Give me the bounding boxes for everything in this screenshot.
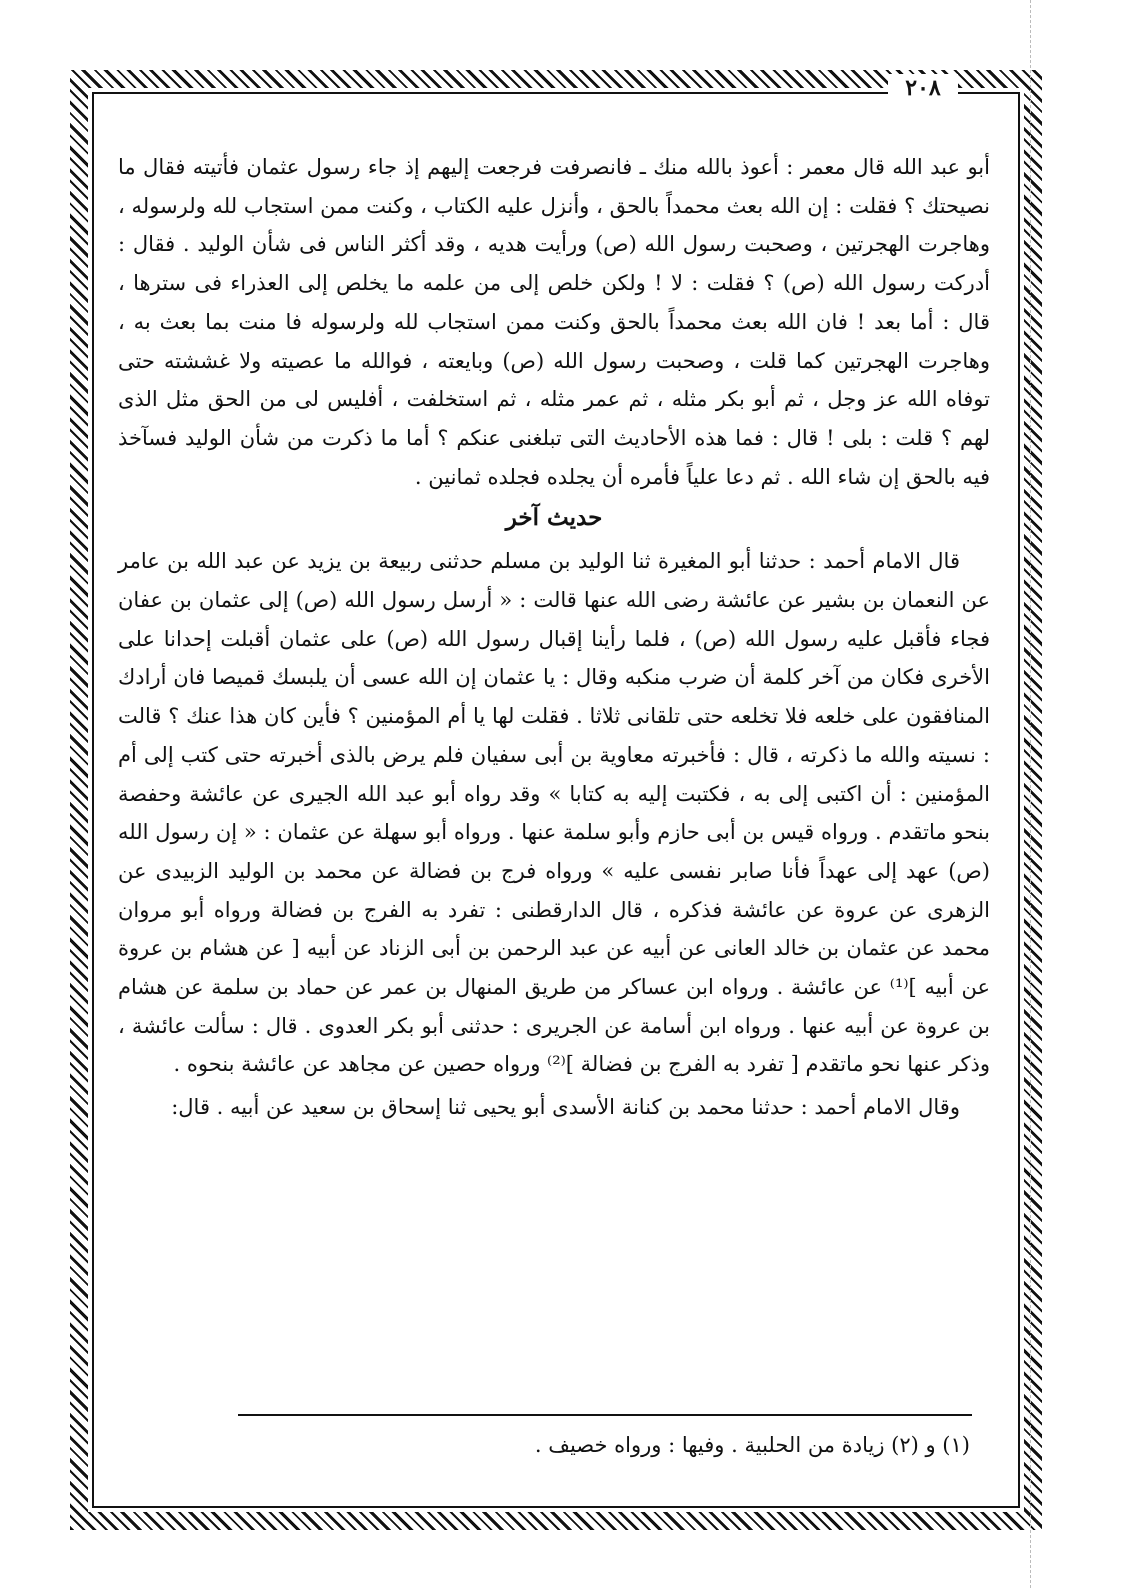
scan-edge-line bbox=[1030, 0, 1031, 1588]
paragraph-3: وقال الامام أحمد : حدثنا محمد بن كنانة الأسدى أبو يحيى ثنا إسحاق بن سعيد عن أبيه . قال: bbox=[171, 1095, 960, 1120]
footnote-divider bbox=[238, 1414, 972, 1416]
paragraph-1: أبو عبد الله قال معمر : أعوذ بالله منك ـ فانصرفت فرجعت إليهم إذ جاء رسول عثمان فأتيته فقال ما نصيحتك ؟ فقلت : إن الله بعث محمداً بالحق ، وأنزل عليه الكتاب ، وكنت ممن استجاب لله ولرسوله ، وهاجرت الهجرتين ، وصحبت رسول الله (ص) ورأيت هديه ، وقد أكثر الناس فى شأن الوليد . فقال : أدركت رسول الله (ص) ؟ فقلت : لا ! ولكن خلص إلى من علمه ما يخلص إلى العذراء فى سترها ، قال : أما بعد ! فان الله بعث محمداً بالحق وكنت ممن استجاب لله ولرسوله فا منت بما بعث به ، وهاجرت الهجرتين كما قلت ، وصحبت رسول الله (ص) وبايعته ، فوالله ما عصيته ولا غششته حتى توفاه الله عز وجل ، ثم أبو بكر مثله ، ثم عمر مثله ، ثم استخلفت ، أفليس لى من الحق مثل الذى لهم ؟ قلت : بلى ! قال : فما هذه الأحاديث التى تبلغنى عنكم ؟ أما ما ذكرت من شأن الوليد فسآخذ فيه بالحق إن شاء الله . ثم دعا علياً فأمره أن يجلده فجلده ثمانين . bbox=[118, 155, 990, 489]
footnote: (١) و (٢) زيادة من الحلبية . وفيها : ورواه خصيف . bbox=[534, 1433, 970, 1457]
section-heading: حديث آخر bbox=[505, 504, 603, 532]
paragraph-2: قال الامام أحمد : حدثنا أبو المغيرة ثنا الوليد بن مسلم حدثنى ربيعة بن يزيد عن عبد الله بن عامر عن النعمان بن بشير عن عائشة رضى الله عنها قالت : « أرسل رسول الله (ص) إلى عثمان بن عفان فجاء فأقبل عليه رسول الله (ص) ، فلما رأينا إقبال رسول الله (ص) على عثمان أقبلت إحدانا على الأخرى فكان من آخر كلمة أن ضرب منكبه وقال : يا عثمان إن الله عسى أن يلبسك قميصا فان أرادك المنافقون على خلعه فلا تخلعه حتى تلقانى ثلاثا . فقلت لها يا أم المؤمنين ؟ فأين كان هذا عنك ؟ قالت : نسيته والله ما ذكرته ، قال : فأخبرته معاوية بن أبى سفيان فلم يرض بالذى أخبرته حتى كتب إلى أم المؤمنين : أن اكتبى إلى به ، فكتبت إليه به كتابا » وقد رواه أبو عبد الله الجيرى عن عائشة وحفصة بنحو ماتقدم . ورواه قيس بن أبى حازم وأبو سلمة عنها . ورواه أبو سهلة عن عثمان : « إن رسول الله (ص) عهد إلى عهداً فأنا صابر نفسى عليه » ورواه فرج بن فضالة عن محمد بن الوليد الزبيدى عن الزهرى عن عروة عن عائشة فذكره ، قال الدارقطنى : تفرد به الفرج بن فضالة ورواه أبو مروان محمد عن عثمان بن خالد العانى عن أبيه عن عبد الرحمن بن أبى الزناد عن أبيه [ عن هشام بن عروة عن أبيه ]⁽¹⁾ عن عائشة . ورواه ابن عساكر من طريق المنهال بن عمر عن حماد بن سلمة عن هشام بن عروة عن أبيه عنها . ورواه ابن أسامة عن الجريرى : حدثنى أبو بكر العدوى . قال : سألت عائشة ، وذكر عنها نحو ماتقدم [ تفرد به الفرج بن فضالة ]⁽²⁾ ورواه حصين عن مجاهد عن عائشة بنحوه . bbox=[118, 549, 990, 1077]
page-number: ٢٠٨ bbox=[888, 74, 958, 102]
page-body bbox=[118, 148, 990, 1127]
